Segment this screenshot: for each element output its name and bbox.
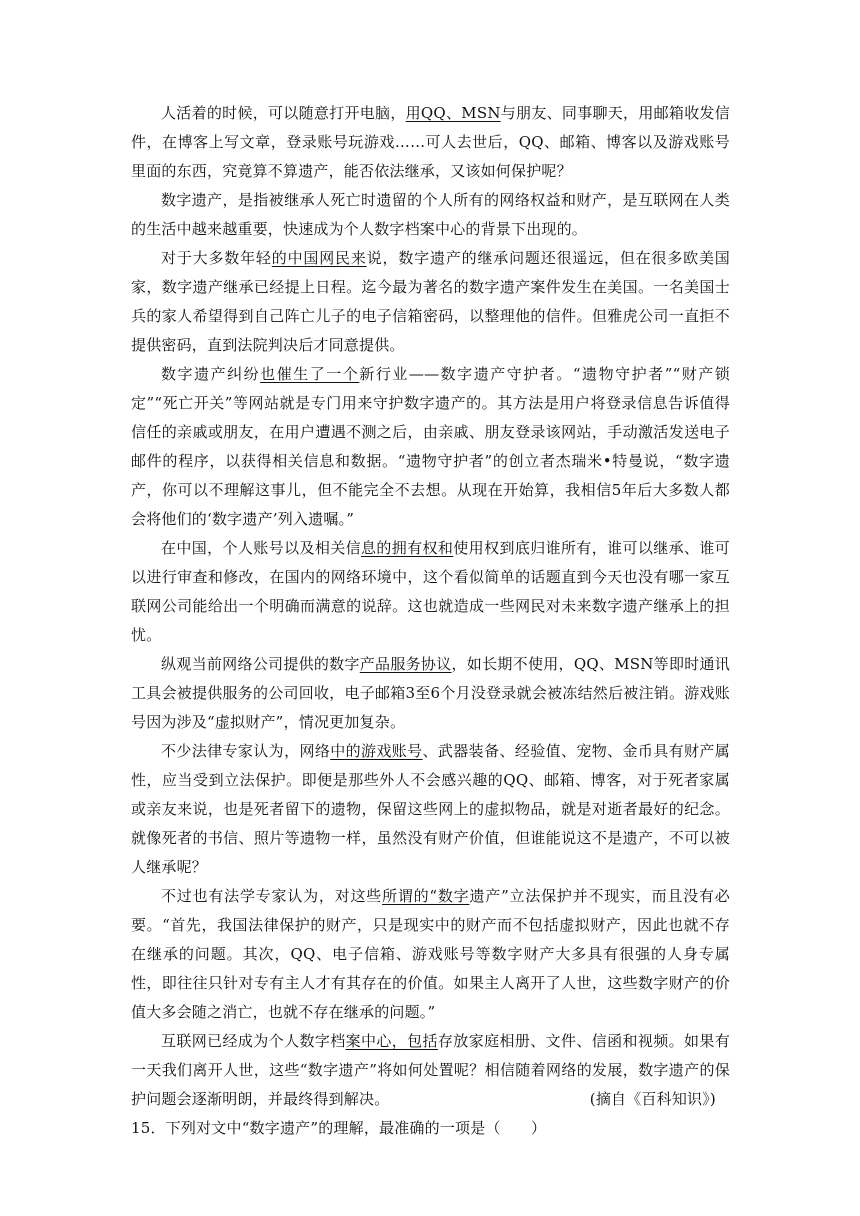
- paragraph-1: [131, 99, 730, 186]
- paragraph-1-underlined: 用QQ、MSN: [405, 104, 501, 122]
- paragraph-3-text-a: 对于大多数年轻: [161, 249, 272, 267]
- paragraph-1-text-a: 人活着的时候，可以随意打开电脑，: [161, 104, 406, 122]
- paragraph-8: [131, 882, 730, 1027]
- paragraph-9-text-b: 存放家庭相册、文件、信函和视频。如果有一天我们离开人世，这些“数字遗产”将如何处置呢？相信随着网络的发展，数字遗产的保护问题会逐渐明朗，并最终得到解决。: [131, 1032, 731, 1108]
- paragraph-7-text-a: 不少法律专家认为，网络: [161, 742, 331, 760]
- paragraph-9-underlined: 案中心，包括: [345, 1032, 438, 1050]
- paragraph-4-text-a: 数字遗产纠纷: [161, 365, 261, 383]
- paragraph-4: [131, 360, 730, 534]
- paragraph-5-text-a: 在中国，个人账号以及相关信: [161, 539, 361, 557]
- paragraph-3: [131, 244, 730, 360]
- paragraph-1-text-b: 与朋友、同事聊天，用邮箱收发信件，在博客上写文章，登录账号玩游戏……可人去世后，QQ、邮箱、博客以及游戏账号里面的东西，究竟算不算遗产，能否依法继承，又该如何保护呢？: [131, 104, 730, 180]
- paragraph-8-text-b: 遗产”立法保护并不现实，而且没有必要。“首先，我国法律保护的财产，只是现实中的财产而不包括虚拟财产，因此也就不存在继承的问题。其次，QQ、电子信箱、游戏账号等数字财产大多具有很强的人身专属性，即往往只针对专有主人才有其存在的价值。如果主人离开了人世，这些数字财产的价值大多会随之消亡，也就不存在继承的问题。”: [131, 887, 730, 1021]
- paragraph-2: [131, 186, 730, 244]
- paragraph-8-text-a: 不过也有法学专家认为，对这些: [161, 887, 383, 905]
- paragraph-5-text-b: 使用权到底归谁所有，谁可以继承、谁可以进行审查和修改，在国内的网络环境中，这个看似简单的话题直到今天也没有哪一家互联网公司能给出一个明确而满意的说辞。这也就造成一些网民对未来数字遗产继承上的担忧。: [131, 539, 731, 644]
- paragraph-3-underlined: 的中国网民来: [271, 249, 367, 267]
- paragraph-3-text-b: 说，数字遗产的继承问题还很遥远，但在很多欧美国家，数字遗产继承已经提上日程。迄今最为著名的数字遗产案件发生在美国。一名美国士兵的家人希望得到自己阵亡儿子的电子信箱密码，以整理他的信件。但雅虎公司一直拒不提供密码，直到法院判决后才同意提供。: [131, 249, 730, 354]
- paragraph-6-underlined: 产品服务协议: [359, 655, 452, 673]
- paragraph-2-text: 数字遗产，是指被继承人死亡时遗留的个人所有的网络权益和财产，是互联网在人类的生活中越来越重要，快速成为个人数字档案中心的背景下出现的。: [131, 191, 730, 238]
- paragraph-5: [131, 534, 730, 650]
- paragraph-9: [131, 1027, 730, 1114]
- paragraph-6-text-b: ，如长期不使用，QQ、MSN等即时通讯工具会被提供服务的公司回收，电子邮箱3至6个月没登录就会被冻结然后被注销。游戏账号因为涉及“虚拟财产”，情况更加复杂。: [131, 655, 731, 731]
- source-citation: (摘自《百科知识》): [589, 1090, 716, 1108]
- paragraph-7-text-b: 、武器装备、经验值、宠物、金币具有财产属性，应当受到立法保护。即便是那些外人不会感兴趣的QQ、邮箱、博客，对于死者家属或亲友来说，也是死者留下的遗物，保留这些网上的虚拟物品，就是对逝者最好的纪念。就像死者的书信、照片等遗物一样，虽然没有财产价值，但谁能说这不是遗产，不可以被人继承呢？: [131, 742, 731, 876]
- paragraph-4-underlined: 也催生了一个: [260, 365, 360, 383]
- paragraph-7: [131, 737, 730, 882]
- question-15-text: 15．下列对文中“数字遗产”的理解，最准确的一项是（ ）: [131, 1119, 547, 1137]
- paragraph-4-text-b: 新行业——数字遗产守护者。“遗物守护者”“财产锁定”“死亡开关”等网站就是专门用来守护数字遗产的。其方法是用户将登录信息告诉值得信任的亲戚或朋友，在用户遭遇不测之后，由亲戚、朋友登录该网站，手动激活发送电子邮件的程序，以获得相关信息和数据。“遗物守护者”的创立者杰瑞米•特曼说，“数字遗产，你可以不理解这事儿，但不能完全不去想。从现在开始算，我相信5年后大多数人都会将他们的‘数字遗产’列入遗嘱。”: [131, 365, 731, 528]
- article-body: [131, 99, 730, 1143]
- paragraph-7-underlined: 中的游戏账号: [330, 742, 423, 760]
- paragraph-6-text-a: 纵观当前网络公司提供的数字: [161, 655, 360, 673]
- paragraph-6: [131, 650, 730, 737]
- question-15: [131, 1114, 730, 1143]
- paragraph-8-underlined: 所谓的“数字: [382, 887, 470, 905]
- paragraph-9-text-a: 互联网已经成为个人数字档: [161, 1032, 346, 1050]
- paragraph-5-underlined: 息的拥有权和: [360, 539, 454, 557]
